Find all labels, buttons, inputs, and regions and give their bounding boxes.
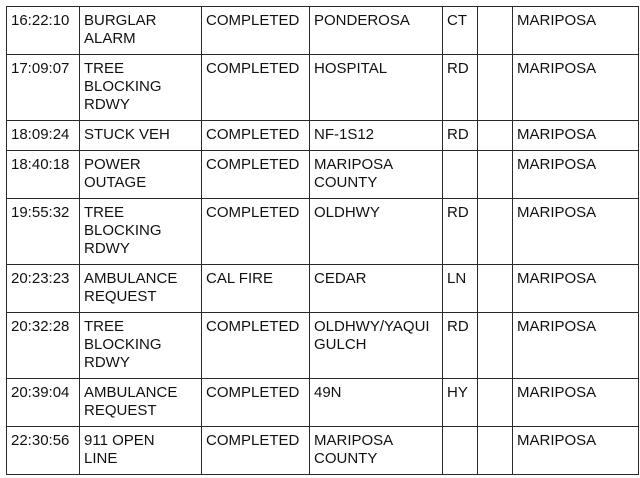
empty-cell bbox=[478, 313, 513, 379]
city-cell: MARIPOSA bbox=[513, 199, 639, 265]
time-cell: 18:40:18 bbox=[7, 151, 80, 199]
call-type-cell: AMBULANCE REQUEST bbox=[80, 265, 202, 313]
empty-cell bbox=[478, 121, 513, 151]
location-cell: NF-1S12 bbox=[310, 121, 443, 151]
location-cell: OLDHWY bbox=[310, 199, 443, 265]
disposition-cell: COMPLETED bbox=[202, 199, 310, 265]
location-cell: OLDHWY/YAQUI GULCH bbox=[310, 313, 443, 379]
time-cell: 19:55:32 bbox=[7, 199, 80, 265]
location-cell: MARIPOSA COUNTY bbox=[310, 151, 443, 199]
location-cell: 49N bbox=[310, 379, 443, 427]
call-log-table bbox=[6, 6, 639, 475]
disposition-cell: COMPLETED bbox=[202, 7, 310, 55]
empty-cell bbox=[478, 7, 513, 55]
city-cell: MARIPOSA bbox=[513, 7, 639, 55]
street-suffix-cell: RD bbox=[443, 313, 478, 379]
call-type-cell: AMBULANCE REQUEST bbox=[80, 379, 202, 427]
call-type-cell: TREE BLOCKING RDWY bbox=[80, 55, 202, 121]
location-cell: CEDAR bbox=[310, 265, 443, 313]
table-row bbox=[7, 55, 639, 121]
city-cell: MARIPOSA bbox=[513, 313, 639, 379]
time-cell: 17:09:07 bbox=[7, 55, 80, 121]
location-cell: HOSPITAL bbox=[310, 55, 443, 121]
table-row bbox=[7, 379, 639, 427]
street-suffix-cell bbox=[443, 151, 478, 199]
disposition-cell: COMPLETED bbox=[202, 379, 310, 427]
city-cell: MARIPOSA bbox=[513, 121, 639, 151]
table-row bbox=[7, 151, 639, 199]
street-suffix-cell: RD bbox=[443, 199, 478, 265]
time-cell: 22:30:56 bbox=[7, 427, 80, 475]
disposition-cell: COMPLETED bbox=[202, 313, 310, 379]
street-suffix-cell: CT bbox=[443, 7, 478, 55]
time-cell: 20:23:23 bbox=[7, 265, 80, 313]
empty-cell bbox=[478, 151, 513, 199]
empty-cell bbox=[478, 55, 513, 121]
empty-cell bbox=[478, 427, 513, 475]
disposition-cell: COMPLETED bbox=[202, 427, 310, 475]
location-cell: MARIPOSA COUNTY bbox=[310, 427, 443, 475]
city-cell: MARIPOSA bbox=[513, 427, 639, 475]
disposition-cell: COMPLETED bbox=[202, 121, 310, 151]
call-log-body bbox=[7, 7, 639, 475]
street-suffix-cell: RD bbox=[443, 121, 478, 151]
street-suffix-cell: HY bbox=[443, 379, 478, 427]
table-row bbox=[7, 427, 639, 475]
street-suffix-cell: LN bbox=[443, 265, 478, 313]
empty-cell bbox=[478, 265, 513, 313]
call-type-cell: STUCK VEH bbox=[80, 121, 202, 151]
time-cell: 18:09:24 bbox=[7, 121, 80, 151]
street-suffix-cell bbox=[443, 427, 478, 475]
call-type-cell: BURGLAR ALARM bbox=[80, 7, 202, 55]
table-row bbox=[7, 265, 639, 313]
table-row bbox=[7, 313, 639, 379]
city-cell: MARIPOSA bbox=[513, 151, 639, 199]
location-cell: PONDEROSA bbox=[310, 7, 443, 55]
city-cell: MARIPOSA bbox=[513, 55, 639, 121]
disposition-cell: COMPLETED bbox=[202, 55, 310, 121]
call-type-cell: POWER OUTAGE bbox=[80, 151, 202, 199]
empty-cell bbox=[478, 199, 513, 265]
disposition-cell: CAL FIRE bbox=[202, 265, 310, 313]
time-cell: 16:22:10 bbox=[7, 7, 80, 55]
time-cell: 20:39:04 bbox=[7, 379, 80, 427]
street-suffix-cell: RD bbox=[443, 55, 478, 121]
call-type-cell: 911 OPEN LINE bbox=[80, 427, 202, 475]
table-row bbox=[7, 199, 639, 265]
call-type-cell: TREE BLOCKING RDWY bbox=[80, 199, 202, 265]
city-cell: MARIPOSA bbox=[513, 379, 639, 427]
disposition-cell: COMPLETED bbox=[202, 151, 310, 199]
city-cell: MARIPOSA bbox=[513, 265, 639, 313]
table-row bbox=[7, 121, 639, 151]
table-row bbox=[7, 7, 639, 55]
empty-cell bbox=[478, 379, 513, 427]
time-cell: 20:32:28 bbox=[7, 313, 80, 379]
call-type-cell: TREE BLOCKING RDWY bbox=[80, 313, 202, 379]
